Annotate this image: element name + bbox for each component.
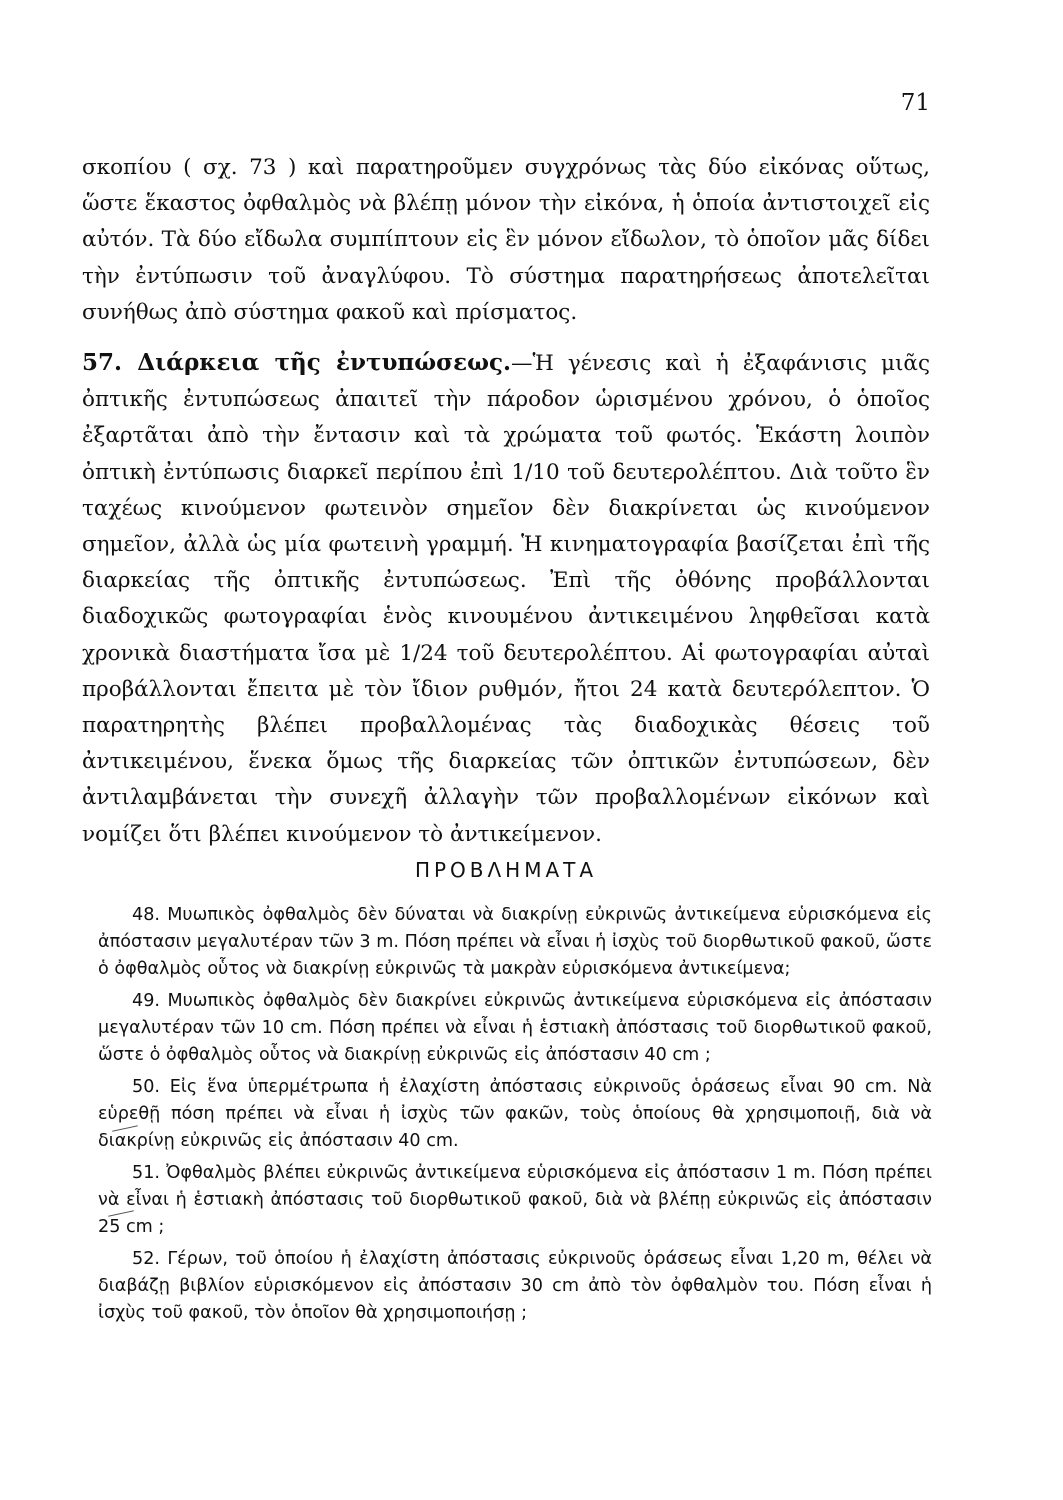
problem-item xyxy=(98,1246,932,1327)
problem-item xyxy=(98,902,932,983)
problems-heading: ΠΡΟΒΛΗΜΑΤΑ xyxy=(414,858,598,882)
problem-text: Εἰς ἕνα ὑπερμέτρωπα ἡ ἐλαχίστη ἀπόστασις εὐκρινοῦς ὁράσεως εἶναι 90 cm. Νὰ εὑρεθῇ πόση πρέπει νὰ εἶναι ἡ ἰσχὺς τῶν φακῶν, τοὺς ὁποίους θὰ χρησιμοποιῇ, διὰ νὰ διακρίνῃ εὐκρινῶς εἰς ἀπόστασιν 40 cm. xyxy=(98,1077,932,1151)
section-text: —Ἡ γένεσις καὶ ἡ ἐξαφάνισις μιᾶς ὀπτικῆς ἐντυπώσεως ἀπαιτεῖ τὴν πάροδον ὡρισμένου χρόνου, ὁ ὁποῖος ἐξαρτᾶται ἀπὸ τὴν ἔντασιν καὶ τὰ χρώματα τοῦ φωτός. Ἑκάστη λοιπὸν ὀπτικὴ ἐντύπωσις διαρκεῖ περίπου ἐπὶ 1/10 τοῦ δευτερολέπτου. Διὰ τοῦτο ἓν ταχέως κινούμενον φωτεινὸν σημεῖον δὲν διακρίνεται ὡς κινούμενον σημεῖον, ἀλλὰ ὡς μία φωτεινὴ γραμμή. Ἡ κινηματογραφία βασίζεται ἐπὶ τῆς διαρκείας τῆς ὀπτικῆς ἐντυπώσεως. Ἐπὶ τῆς ὀθόνης προβάλλονται διαδοχικῶς φωτογραφίαι ἑνὸς κινουμένου ἀντικειμένου ληφθεῖσαι κατὰ χρονικὰ διαστήματα ἴσα μὲ 1/24 τοῦ δευτερολέπτου. Αἱ φωτογραφίαι αὐταὶ προβάλλονται ἔπειτα μὲ τὸν ἴδιον ρυθμόν, ἤτοι 24 κατὰ δευτερόλεπτον. Ὁ παρατηρητὴς βλέπει προβαλλομένας τὰς διαδοχικὰς θέσεις τοῦ ἀντικειμένου, ἕνεκα ὅμως τῆς διαρκείας τῶν ὀπτικῶν ἐντυπώσεων, δὲν ἀντιλαμβάνεται τὴν συνεχῆ ἀλλαγὴν τῶν προβαλλομένων εἰκόνων καὶ νομίζει ὅτι βλέπει κινούμενον τὸ ἀντικείμενον. xyxy=(82,351,930,847)
body-text xyxy=(82,150,930,853)
section-57 xyxy=(82,345,930,853)
problem-number: 49. xyxy=(132,991,160,1011)
problem-number: 52. xyxy=(132,1249,160,1269)
paragraph: σκοπίου ( σχ. 73 ) καὶ παρατηροῦμεν συγχρόνως τὰς δύο εἰκόνας οὕτως, ὥστε ἕκαστος ὀφθαλμὸς νὰ βλέπῃ μόνον τὴν εἰκόνα, ἡ ὁποία ἀντιστοιχεῖ εἰς αὐτόν. Τὰ δύο εἴδωλα συμπίπτουν εἰς ἓν μόνον εἴδωλον, τὸ ὁποῖον μᾶς δίδει τὴν ἐντύπωσιν τοῦ ἀναγλύφου. Τὸ σύστημα παρατηρήσεως ἀποτελεῖται συνήθως ἀπὸ σύστημα φακοῦ καὶ πρίσματος. xyxy=(82,155,930,325)
problem-item xyxy=(98,1074,932,1155)
page-number: 71 xyxy=(900,90,930,116)
problem-text: Γέρων, τοῦ ὁποίου ἡ ἐλαχίστη ἀπόστασις εὐκρινοῦς ὁράσεως εἶναι 1,20 m, θέλει νὰ διαβάζῃ βιβλίον εὑρισκόμενον εἰς ἀπόστασιν 30 cm ἀπὸ τὸν ὀφθαλμὸν του. Πόση εἶναι ἡ ἰσχὺς τοῦ φακοῦ, τὸν ὁποῖον θὰ χρησιμοποιήσῃ ; xyxy=(98,1249,932,1323)
problem-number: 51. xyxy=(132,1163,160,1183)
problem-number: 50. xyxy=(132,1077,160,1097)
problem-text: Μυωπικὸς ὀφθαλμὸς δὲν διακρίνει εὐκρινῶς ἀντικείμενα εὑρισκόμενα εἰς ἀπόστασιν μεγαλυτέραν τῶν 10 cm. Πόση πρέπει νὰ εἶναι ἡ ἑστιακὴ ἀπόστασις τοῦ διορθωτικοῦ φακοῦ, ὥστε ὁ ὀφθαλμὸς οὗτος νὰ διακρίνῃ εὐκρινῶς εἰς ἀπόστασιν 40 cm ; xyxy=(98,991,933,1065)
section-title: 57. Διάρκεια τῆς ἐντυπώσεως. xyxy=(82,349,511,377)
problem-number: 48. xyxy=(132,905,160,925)
problems-list xyxy=(98,902,932,1332)
problem-text: Μυωπικὸς ὀφθαλμὸς δὲν δύναται νὰ διακρίνῃ εὐκρινῶς ἀντικείμενα εὑρισκόμενα εἰς ἀπόστασιν μεγαλυτέραν τῶν 3 m. Πόση πρέπει νὰ εἶναι ἡ ἰσχὺς τοῦ διορθωτικοῦ φακοῦ, ὥστε ὁ ὀφθαλμὸς οὗτος νὰ διακρίνῃ εὐκρινῶς τὰ μακρὰν εὑρισκόμενα ἀντικείμενα; xyxy=(98,905,932,979)
problem-item xyxy=(98,988,932,1069)
problem-item xyxy=(98,1160,932,1241)
problem-text: Ὀφθαλμὸς βλέπει εὐκρινῶς ἀντικείμενα εὑρισκόμενα εἰς ἀπόστασιν 1 m. Πόση πρέπει νὰ εἶναι ἡ ἑστιακὴ ἀπόστασις τοῦ διορθωτικοῦ φακοῦ, διὰ νὰ βλέπῃ εὐκρινῶς εἰς ἀπόστασιν 25 cm ; xyxy=(98,1163,932,1237)
